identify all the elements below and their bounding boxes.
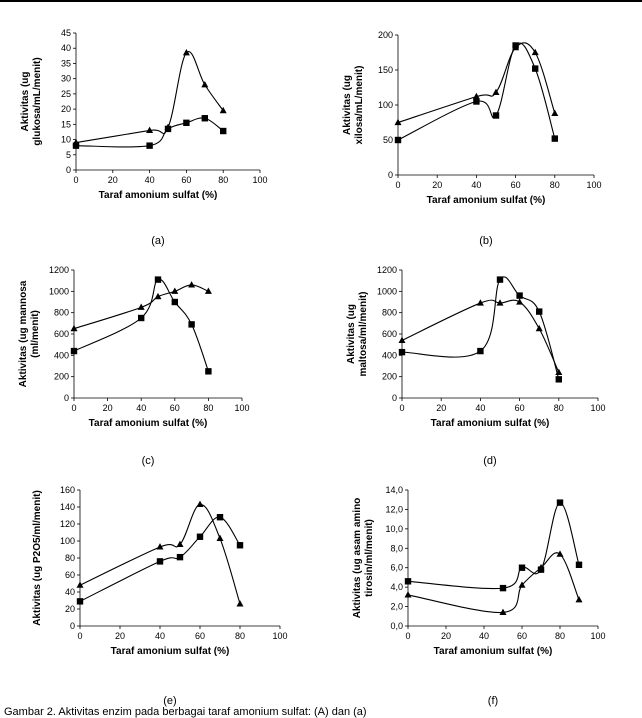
square-marker [497,276,503,282]
y-tick-label: 100 [377,100,393,110]
x-tick-label: 80 [554,631,566,641]
y-tick-label: 1200 [48,265,69,275]
y-tick-label: 20 [64,604,75,614]
square-marker [220,128,226,134]
square-marker [217,514,223,520]
x-tick-label: 80 [549,180,560,190]
y-tick-label: 12,0 [385,504,403,515]
x-tick-label: 0 [71,403,77,413]
triangle-marker [183,49,190,55]
y-tick-label: 10,0 [385,523,403,534]
panel-label: (c) [141,455,155,467]
square-marker [557,499,563,505]
triangle-marker [217,535,224,541]
square-marker [477,348,483,354]
x-tick-label: 20 [102,403,113,413]
chart-d [336,258,636,468]
square-marker [516,292,522,298]
square-marker [532,65,538,71]
x-tick-label: 80 [203,403,214,413]
x-axis-title: Taraf amonium sulfat (%) [426,195,546,206]
y-tick-label: 30 [60,73,71,84]
square-marker [399,349,405,355]
x-tick-label: 80 [553,403,564,413]
y-tick-label: 25 [60,88,71,99]
square-marker [500,585,506,591]
series-line-square [74,279,208,371]
chart-b [336,22,636,248]
y-tick-label: 160 [59,485,75,495]
square-marker [205,368,211,374]
chart-c [8,258,320,468]
chart-svg [336,22,636,248]
y-tick-label: 35 [60,58,71,69]
x-axis-title: Taraf amonium sulfat (%) [110,646,230,657]
triangle-marker [197,501,204,507]
square-marker [188,321,194,327]
y-tick-label: 45 [60,28,71,38]
y-tick-label: 0 [69,621,75,631]
triangle-marker [201,81,208,87]
series-line-triangle [398,43,555,123]
y-tick-label: 600 [53,329,69,339]
series-line-triangle [408,553,579,613]
x-tick-label: 20 [436,403,447,413]
series-line-square [408,503,579,589]
square-marker [177,554,183,560]
square-marker [138,315,144,321]
triangle-marker [237,600,244,606]
y-tick-label: 120 [59,519,75,529]
y-tick-label: 100 [59,536,75,546]
x-tick-label: 60 [510,180,521,190]
y-tick-label: 140 [59,502,75,512]
y-tick-label: 800 [53,307,69,318]
y-tick-label: 2,0 [390,601,403,612]
x-tick-label: 0 [77,631,83,641]
y-tick-label: 10 [60,134,71,145]
series-line-triangle [402,300,559,372]
x-tick-label: 20 [114,631,126,641]
y-tick-label: 0 [65,165,71,175]
square-marker [237,542,243,548]
y-tick-label: 0 [63,393,69,403]
y-tick-label: 0 [387,170,393,180]
x-tick-label: 60 [514,403,525,413]
x-axis-title: Taraf amonium sulfat (%) [98,190,218,201]
y-axis-title: Aktivitas (ug mannosa(ml/menit) [18,280,41,388]
chart-svg [14,22,314,248]
x-tick-label: 40 [154,631,166,641]
chart-svg [336,258,636,468]
square-marker [405,578,411,584]
y-tick-label: 1200 [376,265,397,275]
y-tick-label: 40 [64,587,75,597]
x-tick-label: 60 [194,631,206,641]
y-tick-label: 1000 [48,286,69,297]
chart-svg [8,476,320,708]
x-axis-title: Taraf amonium sulfat (%) [88,418,208,429]
triangle-marker [405,591,412,597]
y-tick-label: 200 [53,371,69,382]
square-marker [155,276,161,282]
y-tick-label: 150 [377,65,393,75]
panel-label: (b) [479,235,493,247]
square-marker [172,299,178,305]
y-tick-label: 4,0 [390,582,403,593]
y-tick-label: 20 [60,104,71,115]
triangle-marker [557,550,564,556]
x-tick-label: 60 [181,175,192,185]
square-marker [197,534,203,540]
y-tick-label: 60 [64,570,75,580]
square-marker [77,598,83,604]
x-tick-label: 20 [107,175,118,185]
panel-label: (f) [487,695,499,707]
x-tick-label: 0 [395,180,401,190]
panel-label: (d) [483,455,497,467]
square-marker [202,115,208,121]
panel-label: (e) [163,695,177,707]
triangle-marker [188,281,195,287]
chart-svg [8,258,320,468]
y-tick-label: 800 [381,307,397,318]
triangle-marker [516,298,523,304]
x-axis-title: Taraf amonium sulfat (%) [433,646,553,657]
square-marker [146,142,152,148]
figure-caption: Gambar 2. Aktivitas enzim pada berbagai taraf amonium sulfat: (A) dan (a) [4,706,367,718]
x-tick-label: 80 [234,631,246,641]
x-tick-label: 60 [516,631,528,641]
x-axis-title: Taraf amonium sulfat (%) [430,418,550,429]
x-tick-label: 100 [590,403,606,413]
x-tick-label: 100 [586,180,602,190]
y-axis-title: Aktivitas (ug P2O5/ml/menit) [32,490,43,626]
x-tick-label: 80 [218,175,229,185]
y-tick-label: 400 [53,350,69,361]
y-tick-label: 14,0 [385,485,403,495]
y-tick-label: 600 [381,329,397,339]
y-tick-label: 8,0 [390,543,403,554]
x-tick-label: 40 [136,403,147,413]
square-marker [576,562,582,568]
x-tick-label: 100 [272,631,288,641]
square-marker [552,135,558,141]
x-tick-label: 0 [405,631,411,641]
y-tick-label: 200 [377,30,393,40]
x-tick-label: 40 [144,175,155,185]
x-tick-label: 20 [432,180,443,190]
panel-label: (a) [151,235,165,247]
x-tick-label: 100 [234,403,250,413]
y-tick-label: 6,0 [390,562,403,573]
y-tick-label: 1000 [376,286,397,297]
square-marker [536,308,542,314]
y-axis-title: Aktivitas (ugxilosa/mL/menit) [342,65,365,145]
y-tick-label: 200 [381,371,397,382]
square-marker [71,348,77,354]
x-tick-label: 100 [252,175,268,185]
x-tick-label: 0 [399,403,405,413]
x-tick-label: 40 [478,631,490,641]
x-tick-label: 40 [471,180,482,190]
y-tick-label: 0 [391,393,397,403]
x-tick-label: 100 [590,631,606,641]
y-tick-label: 80 [64,553,75,563]
chart-f [336,476,636,708]
square-marker [183,120,189,126]
x-tick-label: 0 [73,175,79,185]
y-tick-label: 40 [60,43,71,54]
y-tick-label: 50 [382,135,393,145]
y-tick-label: 5 [65,149,71,160]
series-line-square [402,277,559,379]
square-marker [473,98,479,104]
triangle-marker [493,89,500,95]
chart-e [8,476,320,708]
square-marker [519,565,525,571]
square-marker [493,112,499,118]
x-tick-label: 40 [475,403,486,413]
triangle-marker [536,325,543,331]
triangle-marker [576,596,583,602]
y-axis-title: Aktivitas (ugmaltosa/ml/menit) [346,291,369,377]
y-axis-title: Aktivitas (ug asam aminotirosin/ml/menit) [352,497,375,619]
square-marker [556,376,562,382]
x-tick-label: 60 [169,403,180,413]
square-marker [395,137,401,143]
triangle-marker [551,110,558,116]
y-tick-label: 15 [60,119,71,130]
y-tick-label: 400 [381,350,397,361]
x-tick-label: 20 [440,631,452,641]
series-line-square [398,43,555,140]
chart-a [14,22,314,248]
top-rule [0,0,642,2]
y-tick-label: 0,0 [390,621,403,631]
y-axis-title: Aktivitas (ugglukosa/mL/menit) [20,57,43,146]
chart-svg [336,476,636,708]
square-marker [157,558,163,564]
